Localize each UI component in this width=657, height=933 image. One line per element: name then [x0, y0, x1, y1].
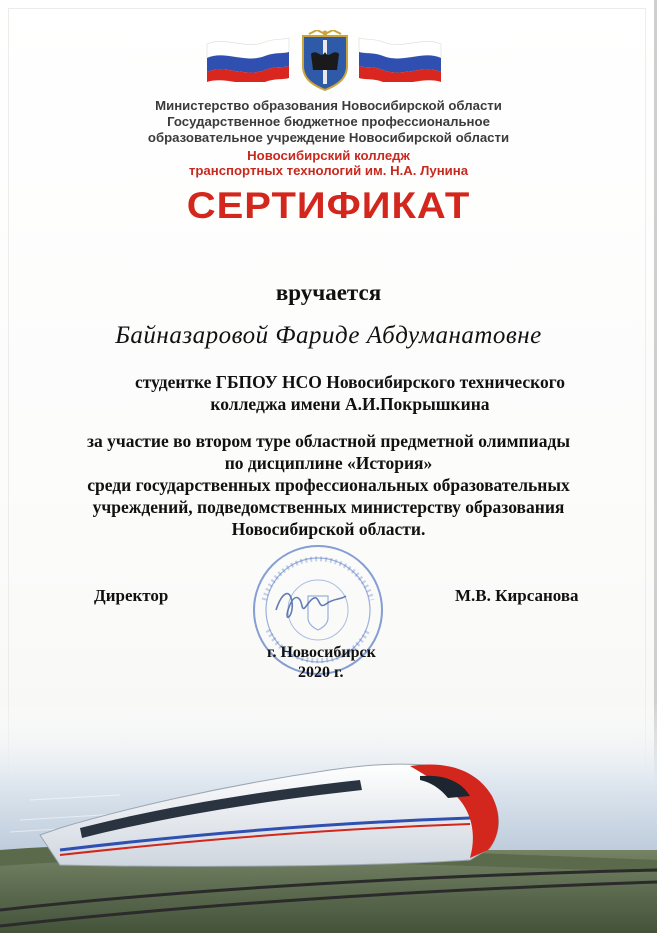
college-name — [0, 148, 657, 178]
high-speed-train-illustration — [0, 700, 657, 933]
student-line: колледжа имени А.И.Покрышкина — [210, 394, 490, 414]
ministry-line: Министерство образования Новосибирской области — [155, 98, 502, 113]
ministry-line: образовательное учреждение Новосибирской области — [147, 130, 510, 145]
director-name: М.В. Кирсанова — [455, 586, 579, 605]
student-line: студентке ГБПОУ НСО Новосибирского технического — [134, 372, 566, 392]
awarded-to-label: вручается — [275, 280, 382, 305]
college-line: транспортных технологий им. Н.А. Лунина — [188, 163, 469, 178]
reason-line: Новосибирской области. — [231, 519, 426, 539]
certificate-title: СЕРТИФИКАТ — [186, 185, 471, 227]
signature-icon — [276, 594, 346, 618]
student-description — [60, 371, 640, 415]
reason-line: среди государственных профессиональных образовательных — [87, 475, 570, 495]
award-reason — [20, 430, 637, 540]
college-line: Новосибирский колледж — [247, 148, 410, 163]
issue-year: 2020 г. — [298, 664, 344, 681]
ministry-header — [0, 98, 657, 146]
reason-line: за участие во втором туре областной предметной олимпиады — [87, 431, 570, 451]
russian-flag-left-icon — [205, 36, 291, 82]
reason-line: по дисциплине «История» — [224, 453, 433, 473]
issue-city: г. Новосибирск — [267, 644, 376, 661]
director-role: Директор — [94, 586, 169, 605]
russian-flag-right-icon — [357, 36, 443, 82]
ministry-line: Государственное бюджетное профессиональное — [167, 114, 490, 129]
emblem-row — [205, 30, 445, 90]
recipient-name: Байназаровой Фариде Абдуманатовне — [115, 322, 542, 349]
coat-of-arms-icon — [299, 30, 351, 92]
reason-line: учреждений, подведомственных министерству образования — [92, 497, 565, 517]
